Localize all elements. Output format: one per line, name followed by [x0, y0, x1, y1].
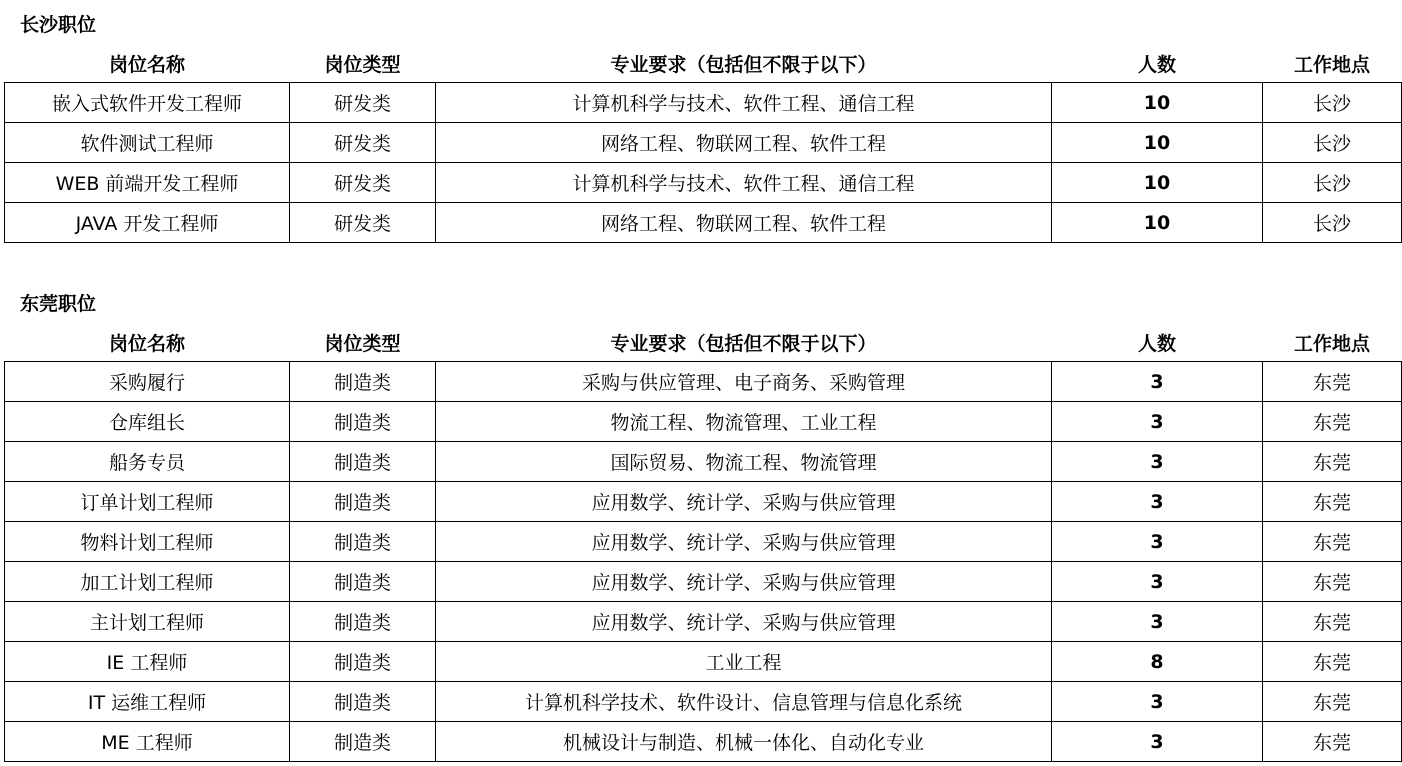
table-row	[5, 602, 1402, 642]
work-location-cell: 长沙	[1263, 163, 1402, 203]
job-type-cell: 制造类	[290, 362, 436, 402]
work-location-cell: 东莞	[1263, 362, 1402, 402]
major-requirements-cell: 应用数学、统计学、采购与供应管理	[436, 602, 1052, 642]
work-location-cell: 东莞	[1263, 522, 1402, 562]
job-type-cell: 制造类	[290, 722, 436, 762]
table-header-row	[5, 323, 1402, 362]
jobs-table-dongguan	[4, 323, 1402, 762]
headcount-cell: 3	[1052, 482, 1263, 522]
job-title-cell: JAVA 开发工程师	[5, 203, 290, 243]
work-location-cell: 长沙	[1263, 83, 1402, 123]
major-requirements-cell: 物流工程、物流管理、工业工程	[436, 402, 1052, 442]
job-title-cell: 物料计划工程师	[5, 522, 290, 562]
major-requirements-cell: 国际贸易、物流工程、物流管理	[436, 442, 1052, 482]
table-row	[5, 522, 1402, 562]
header-work-location: 工作地点	[1263, 44, 1402, 83]
major-requirements-cell: 采购与供应管理、电子商务、采购管理	[436, 362, 1052, 402]
job-type-cell: 研发类	[290, 83, 436, 123]
work-location-cell: 东莞	[1263, 442, 1402, 482]
major-requirements-cell: 应用数学、统计学、采购与供应管理	[436, 482, 1052, 522]
work-location-cell: 东莞	[1263, 642, 1402, 682]
table-row	[5, 482, 1402, 522]
header-job-title: 岗位名称	[5, 44, 290, 83]
job-title-cell: WEB 前端开发工程师	[5, 163, 290, 203]
headcount-cell: 3	[1052, 722, 1263, 762]
table-row	[5, 642, 1402, 682]
job-title-cell: 船务专员	[5, 442, 290, 482]
table-row	[5, 682, 1402, 722]
job-type-cell: 制造类	[290, 562, 436, 602]
job-type-cell: 制造类	[290, 402, 436, 442]
section-title-dongguan: 东莞职位	[20, 293, 97, 315]
work-location-cell: 东莞	[1263, 482, 1402, 522]
job-type-cell: 制造类	[290, 442, 436, 482]
header-work-location: 工作地点	[1263, 323, 1402, 362]
work-location-cell: 东莞	[1263, 402, 1402, 442]
header-job-title: 岗位名称	[5, 323, 290, 362]
header-job-type: 岗位类型	[290, 44, 436, 83]
job-type-cell: 制造类	[290, 602, 436, 642]
major-requirements-cell: 工业工程	[436, 642, 1052, 682]
job-title-cell: 采购履行	[5, 362, 290, 402]
headcount-cell: 3	[1052, 362, 1263, 402]
work-location-cell: 长沙	[1263, 123, 1402, 163]
headcount-cell: 3	[1052, 522, 1263, 562]
job-title-cell: 软件测试工程师	[5, 123, 290, 163]
job-type-cell: 制造类	[290, 642, 436, 682]
table-row	[5, 163, 1402, 203]
major-requirements-cell: 应用数学、统计学、采购与供应管理	[436, 562, 1052, 602]
major-requirements-cell: 计算机科学与技术、软件工程、通信工程	[436, 83, 1052, 123]
job-title-cell: IE 工程师	[5, 642, 290, 682]
work-location-cell: 东莞	[1263, 562, 1402, 602]
section-title-changsha: 长沙职位	[20, 14, 97, 36]
headcount-cell: 10	[1052, 123, 1263, 163]
headcount-cell: 8	[1052, 642, 1263, 682]
header-job-type: 岗位类型	[290, 323, 436, 362]
job-type-cell: 制造类	[290, 522, 436, 562]
job-title-cell: 嵌入式软件开发工程师	[5, 83, 290, 123]
job-title-cell: 仓库组长	[5, 402, 290, 442]
job-title-cell: 主计划工程师	[5, 602, 290, 642]
table-row	[5, 83, 1402, 123]
table-row	[5, 362, 1402, 402]
header-headcount: 人数	[1052, 323, 1263, 362]
major-requirements-cell: 网络工程、物联网工程、软件工程	[436, 123, 1052, 163]
job-type-cell: 研发类	[290, 123, 436, 163]
headcount-cell: 10	[1052, 83, 1263, 123]
headcount-cell: 3	[1052, 402, 1263, 442]
job-title-cell: IT 运维工程师	[5, 682, 290, 722]
headcount-cell: 3	[1052, 562, 1263, 602]
job-type-cell: 制造类	[290, 682, 436, 722]
table-row	[5, 442, 1402, 482]
headcount-cell: 3	[1052, 442, 1263, 482]
job-type-cell: 研发类	[290, 163, 436, 203]
headcount-cell: 10	[1052, 203, 1263, 243]
header-major-requirements: 专业要求（包括但不限于以下）	[436, 323, 1052, 362]
job-type-cell: 制造类	[290, 482, 436, 522]
major-requirements-cell: 机械设计与制造、机械一体化、自动化专业	[436, 722, 1052, 762]
table-row	[5, 203, 1402, 243]
work-location-cell: 东莞	[1263, 682, 1402, 722]
work-location-cell: 长沙	[1263, 203, 1402, 243]
job-title-cell: 订单计划工程师	[5, 482, 290, 522]
job-title-cell: ME 工程师	[5, 722, 290, 762]
work-location-cell: 东莞	[1263, 602, 1402, 642]
table-row	[5, 722, 1402, 762]
major-requirements-cell: 计算机科学技术、软件设计、信息管理与信息化系统	[436, 682, 1052, 722]
jobs-table-changsha	[4, 44, 1402, 243]
work-location-cell: 东莞	[1263, 722, 1402, 762]
table-header-row	[5, 44, 1402, 83]
header-major-requirements: 专业要求（包括但不限于以下）	[436, 44, 1052, 83]
table-row	[5, 562, 1402, 602]
job-type-cell: 研发类	[290, 203, 436, 243]
headcount-cell: 3	[1052, 602, 1263, 642]
table-row	[5, 123, 1402, 163]
major-requirements-cell: 网络工程、物联网工程、软件工程	[436, 203, 1052, 243]
major-requirements-cell: 应用数学、统计学、采购与供应管理	[436, 522, 1052, 562]
major-requirements-cell: 计算机科学与技术、软件工程、通信工程	[436, 163, 1052, 203]
header-headcount: 人数	[1052, 44, 1263, 83]
table-row	[5, 402, 1402, 442]
headcount-cell: 10	[1052, 163, 1263, 203]
headcount-cell: 3	[1052, 682, 1263, 722]
job-title-cell: 加工计划工程师	[5, 562, 290, 602]
